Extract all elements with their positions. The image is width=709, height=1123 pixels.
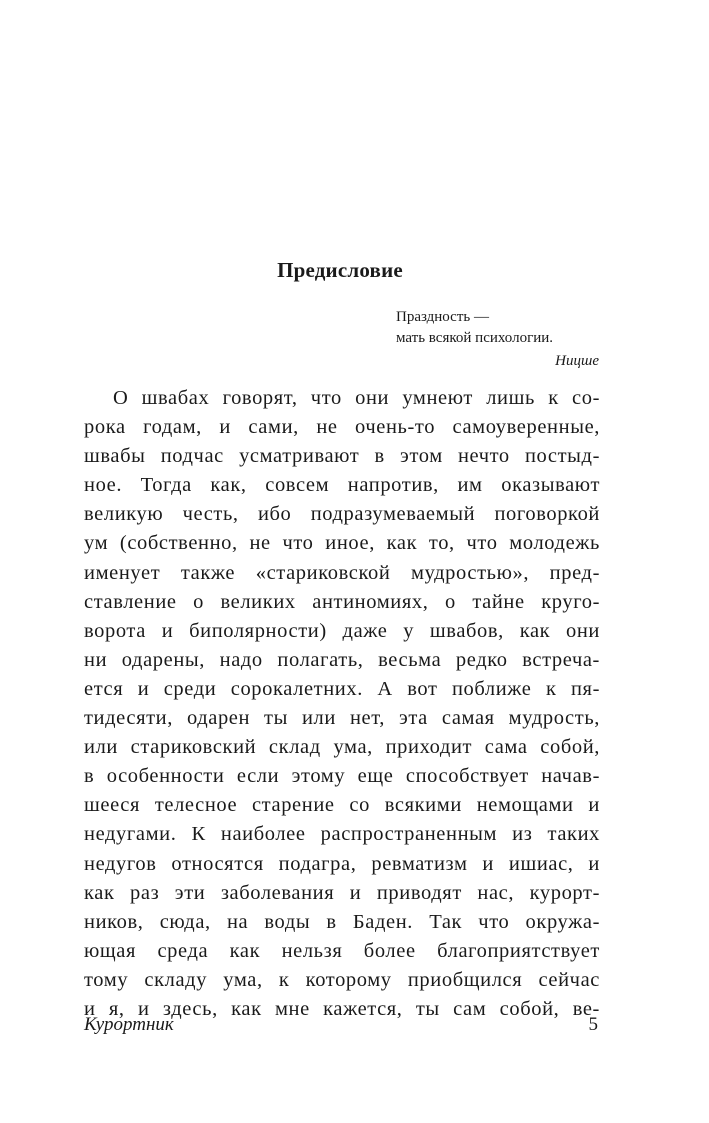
epigraph [396,307,600,372]
body-line: ников, сюда, на воды в Баден. Так что окружа- [84,910,600,933]
body-line: в особенности если этому еще способствует начав- [84,765,600,788]
body-line: ум (собственно, не что иное, как то, что молодежь [84,532,600,555]
body-line: ное. Тогда как, совсем напротив, им оказывают [84,474,600,497]
body-line: рока годам, и сами, не очень-то самоуверенные, [84,416,600,439]
epigraph-author: Ницше [555,353,599,369]
body-line: ни одарены, надо полагать, весьма редко встреча- [84,648,600,671]
body-line: именует также «стариковской мудростью», пред- [84,561,600,584]
page-number: 5 [588,1014,598,1035]
page-footer [84,1014,600,1038]
body-line: или стариковский склад ума, приходит сама собой, [84,736,600,759]
body-line: швабы подчас усматривают в этом нечто постыд- [84,445,600,468]
body-line: и я, и здесь, как мне кажется, ты сам собой, ве- [84,997,600,1020]
running-title: Курортник [84,1014,174,1035]
body-line: ется и среди сорокалетних. А вот поближе к пя- [84,677,600,700]
body-line: шееся телесное старение со всякими немощами и [84,794,600,817]
chapter-title: Предисловие [277,258,403,282]
body-line: ставление о великих антиномиях, о тайне круго- [84,590,600,613]
body-line: недугов относятся подагра, ревматизм и ишиас, и [84,852,600,875]
body-line: тидесяти, одарен ты или нет, эта самая мудрость, [84,707,600,730]
body-line: О швабах говорят, что они умнеют лишь к со- [113,387,600,409]
body-line: великую честь, ибо подразумеваемый поговоркой [84,503,600,526]
body-paragraph [84,384,600,1024]
body-line: тому складу ума, к которому приобщился сейчас [84,968,600,991]
epigraph-line: мать всякой психологии. [396,330,554,346]
body-line: как раз эти заболевания и приводят нас, курорт- [84,881,600,904]
body-line: ворота и биполярности) даже у швабов, как они [84,619,600,642]
epigraph-line: Праздность — [396,309,489,325]
body-line: ющая среда как нельзя более благоприятствует [84,939,600,962]
body-line: недугами. К наиболее распространенным из таких [84,823,600,846]
